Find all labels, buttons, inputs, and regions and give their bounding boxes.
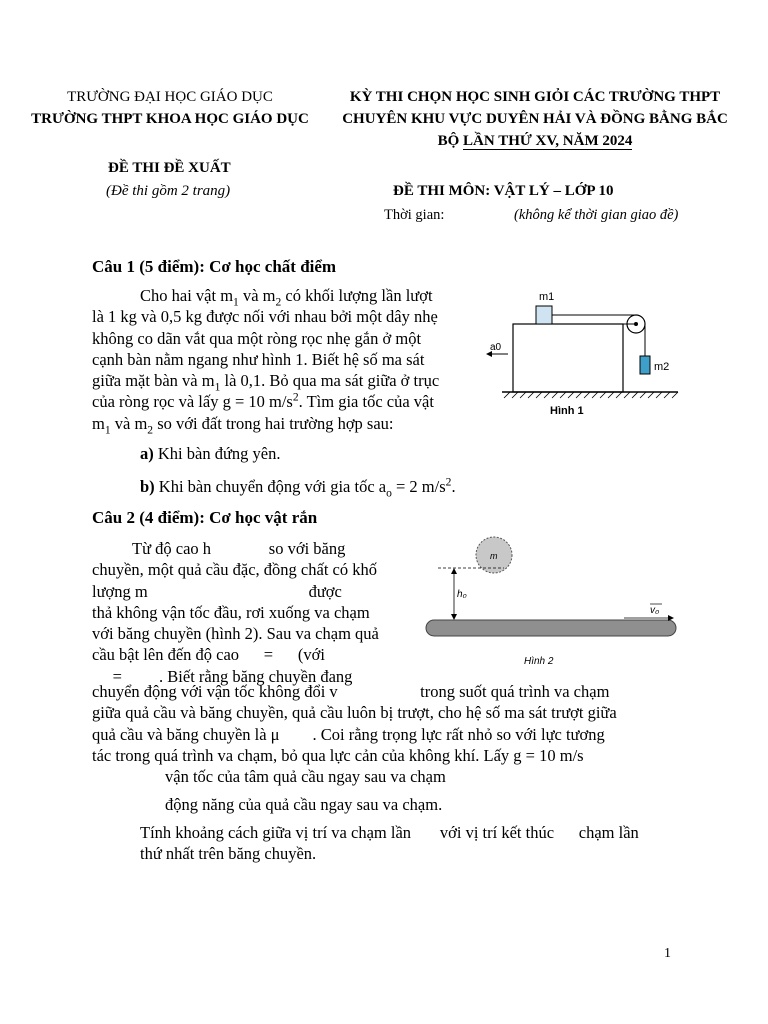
q1-part-b	[140, 476, 456, 500]
h0-label: h₀	[457, 589, 467, 600]
time-note: (không kể thời gian giao đề)	[514, 207, 679, 223]
figure-1-caption: Hình 1	[550, 405, 584, 417]
figure-2-caption: Hình 2	[524, 656, 554, 667]
v0-label: v₀	[650, 605, 660, 616]
q2-line: chuyền, một quả cầu đặc, đồng chất có khố	[92, 560, 377, 580]
exam-pages: (Đề thi gồm 2 trang)	[106, 183, 231, 199]
exam-time-row	[384, 205, 444, 225]
q1-part-a	[140, 443, 280, 464]
exam-title-line3-pre: BỘ	[437, 133, 464, 149]
school-name-line2: TRƯỜNG THPT KHOA HỌC GIÁO DỤC	[31, 111, 309, 127]
figure-2	[424, 534, 680, 670]
q1-a-text: Khi bàn đứng yên.	[157, 444, 281, 463]
q2-title: Câu 2 (4 điểm): Cơ học vật rắn	[92, 508, 318, 527]
q2-paragraph-narrow	[92, 538, 407, 687]
q1-b-label: b)	[140, 477, 155, 496]
q1-line: không co dãn vắt qua một ròng rọc nhẹ gắn ở một	[92, 328, 422, 348]
exam-title-line2: CHUYÊN KHU VỰC DUYÊN HẢI VÀ ĐỒNG BẰNG BẮC	[342, 111, 728, 127]
m2-label: m2	[654, 361, 670, 373]
conveyor-belt	[426, 620, 676, 636]
q1-line: Cho hai vật $m_1$ và $m_2$ có khối lượng lần lượt	[140, 286, 433, 309]
ground-hatch	[504, 392, 678, 398]
q2-line: lượng m được	[92, 581, 342, 601]
q2-line: quả cầu và băng chuyền là μ . Coi rằng trọng lực rất nhỏ so với lực tương	[92, 724, 605, 744]
q2-line: = . Biết rằng băng chuyền đang	[92, 666, 353, 686]
q2-line: tác trong quá trình va chạm, bỏ qua lực cản của không khí. Lấy g = 10 m/s	[92, 745, 584, 765]
height-arrowhead-bottom	[451, 614, 457, 620]
q1-line: là 1 kg và 0,5 kg được nối với nhau bởi một dây nhẹ	[92, 307, 438, 327]
figure-1	[478, 282, 688, 432]
height-arrowhead-top	[451, 568, 457, 574]
q2-item-1: vận tốc của tâm quả cầu ngay sau va chạm	[165, 767, 446, 786]
q1-paragraph	[92, 285, 467, 437]
q1-line: cạnh bàn nằm ngang như hình 1. Biết hệ số ma sát	[92, 349, 425, 369]
q1-line: $m_1$ và $m_2$ so với đất trong hai trường hợp sau:	[92, 413, 394, 437]
q2-line: chuyển động với vận tốc không đổi v trong suốt quá trình va chạm	[92, 682, 610, 701]
q2-line: giữa quả cầu và băng chuyền, quả cầu luôn bị trượt, cho hệ số ma sát trượt giữa	[92, 703, 617, 723]
sphere-label: m	[490, 551, 498, 561]
block-m1	[536, 306, 552, 324]
q2-item-3-line1: Tính khoảng cách giữa vị trí va chạm lần với vị trí kết thúc chạm lần	[140, 823, 639, 842]
page-number: 1	[664, 946, 671, 961]
q2-line: thả không vận tốc đầu, rơi xuống va chạm	[92, 602, 370, 622]
q2-line: Từ độ cao h so với băng	[132, 539, 346, 558]
exam-title-line3-underlined: LẦN THỨ XV, NĂM 2024	[463, 133, 633, 149]
exam-title-line3	[325, 130, 745, 152]
q2-line: với băng chuyền (hình 2). Sau va chạm quả	[92, 624, 379, 644]
q1-line: giữa mặt bàn và $m_1$ là 0,1. Bỏ qua ma sát giữa ở trục	[92, 371, 440, 394]
q1-b-text: Khi bàn chuyển động với gia tốc $a_o = 2$ $m/s^2$.	[158, 476, 456, 500]
q1-title: Câu 1 (5 điểm): Cơ học chất điểm	[92, 257, 337, 276]
q1-line: của ròng rọc và lấy g = 10 $m/s^2$. Tìm gia tốc của vật	[92, 391, 434, 412]
school-name-line1: TRƯỜNG ĐẠI HỌC GIÁO DỤC	[67, 89, 273, 105]
q2-item-3-line2: thứ nhất trên băng chuyền.	[140, 844, 317, 863]
time-label: Thời gian:	[384, 207, 445, 223]
q2-paragraph-full	[92, 681, 677, 766]
q2-item-2: động năng của quả cầu ngay sau va chạm.	[165, 795, 443, 814]
exam-subject: ĐỀ THI MÔN: VẬT LÝ – LỚP 10	[393, 183, 614, 199]
q2-line: cầu bật lên đến độ cao = (với	[92, 645, 325, 665]
block-m2	[640, 356, 650, 374]
table	[513, 324, 623, 392]
m1-label: m1	[539, 291, 555, 303]
exam-type: ĐỀ THI ĐỀ XUẤT	[108, 160, 231, 176]
exam-title-line1: KỲ THI CHỌN HỌC SINH GIỎI CÁC TRƯỜNG THPT	[349, 89, 721, 105]
a0-label: a0	[490, 342, 502, 353]
q1-a-label: a)	[140, 444, 154, 463]
